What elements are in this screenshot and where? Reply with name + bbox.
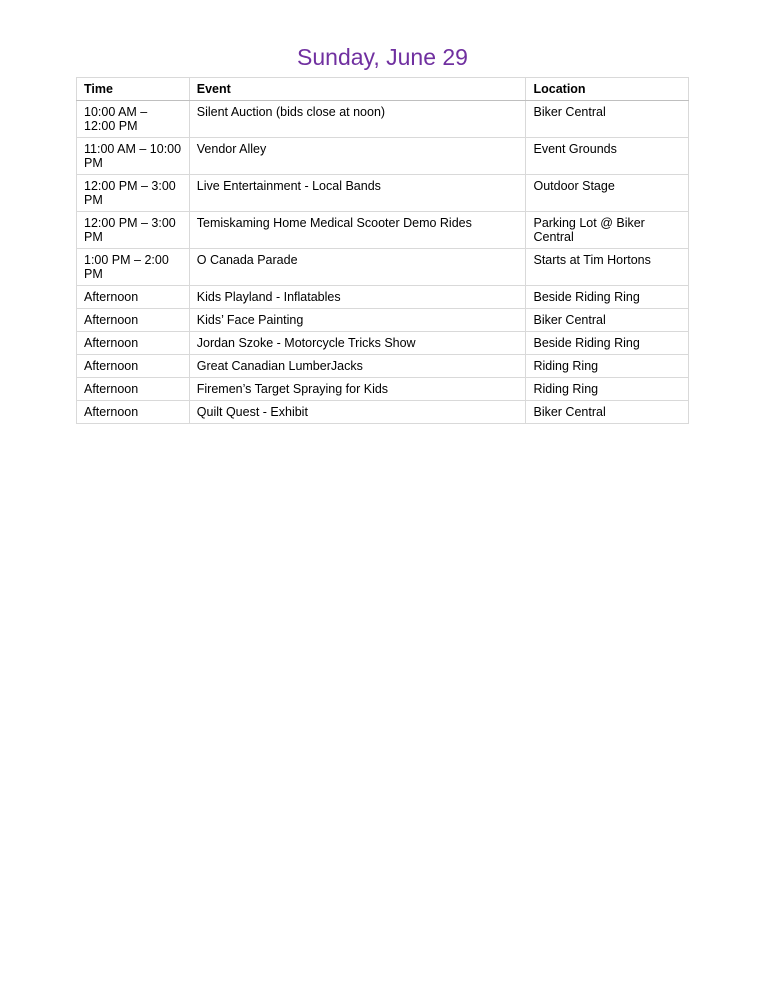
- cell-location: Event Grounds: [526, 138, 689, 175]
- cell-event: Great Canadian LumberJacks: [189, 355, 526, 378]
- cell-time: 12:00 PM – 3:00 PM: [77, 175, 190, 212]
- table-header-row: [77, 78, 689, 101]
- cell-event: O Canada Parade: [189, 249, 526, 286]
- cell-time: Afternoon: [77, 332, 190, 355]
- header-time: Time: [77, 78, 190, 101]
- cell-location: Riding Ring: [526, 378, 689, 401]
- cell-location: Biker Central: [526, 101, 689, 138]
- cell-location: Parking Lot @ Biker Central: [526, 212, 689, 249]
- cell-event: Quilt Quest - Exhibit: [189, 401, 526, 424]
- cell-location: Outdoor Stage: [526, 175, 689, 212]
- cell-event: Kids Playland - Inflatables: [189, 286, 526, 309]
- cell-event: Vendor Alley: [189, 138, 526, 175]
- cell-event: Firemen’s Target Spraying for Kids: [189, 378, 526, 401]
- table-row: [77, 249, 689, 286]
- cell-time: 1:00 PM – 2:00 PM: [77, 249, 190, 286]
- cell-event: Temiskaming Home Medical Scooter Demo Rides: [189, 212, 526, 249]
- table-row: [77, 101, 689, 138]
- table-row: [77, 401, 689, 424]
- table-row: [77, 355, 689, 378]
- header-event: Event: [189, 78, 526, 101]
- cell-time: 12:00 PM – 3:00 PM: [77, 212, 190, 249]
- header-location: Location: [526, 78, 689, 101]
- page-title: Sunday, June 29: [297, 44, 468, 70]
- cell-location: Beside Riding Ring: [526, 332, 689, 355]
- table-row: [77, 309, 689, 332]
- cell-time: Afternoon: [77, 401, 190, 424]
- cell-location: Biker Central: [526, 401, 689, 424]
- cell-event: Kids’ Face Painting: [189, 309, 526, 332]
- cell-event: Jordan Szoke - Motorcycle Tricks Show: [189, 332, 526, 355]
- cell-time: Afternoon: [77, 355, 190, 378]
- cell-event: Silent Auction (bids close at noon): [189, 101, 526, 138]
- table-row: [77, 175, 689, 212]
- cell-time: 11:00 AM – 10:00 PM: [77, 138, 190, 175]
- cell-time: Afternoon: [77, 378, 190, 401]
- cell-time: Afternoon: [77, 309, 190, 332]
- cell-location: Biker Central: [526, 309, 689, 332]
- table-row: [77, 378, 689, 401]
- cell-time: 10:00 AM – 12:00 PM: [77, 101, 190, 138]
- cell-location: Starts at Tim Hortons: [526, 249, 689, 286]
- table-row: [77, 212, 689, 249]
- cell-location: Beside Riding Ring: [526, 286, 689, 309]
- cell-time: Afternoon: [77, 286, 190, 309]
- table-row: [77, 332, 689, 355]
- cell-location: Riding Ring: [526, 355, 689, 378]
- schedule-table: [76, 77, 689, 424]
- table-row: [77, 138, 689, 175]
- cell-event: Live Entertainment - Local Bands: [189, 175, 526, 212]
- table-row: [77, 286, 689, 309]
